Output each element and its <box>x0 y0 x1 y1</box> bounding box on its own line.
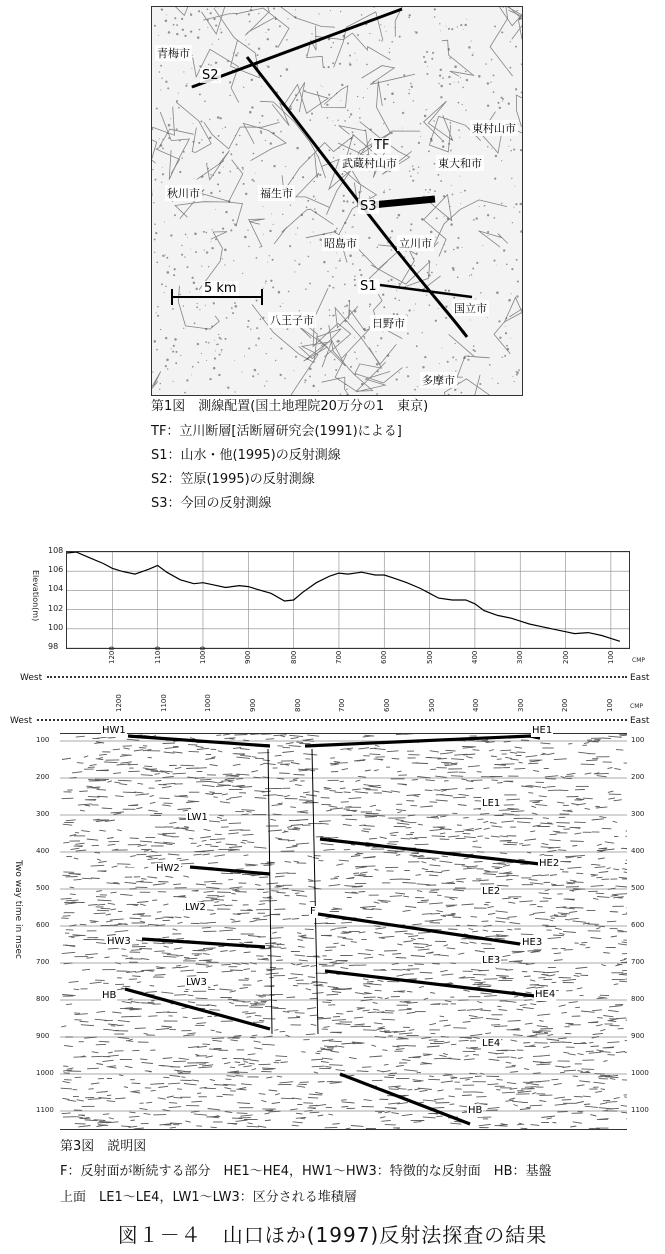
time-tick-label: 300 <box>631 810 645 818</box>
east-label-top: East <box>630 673 650 683</box>
map-city-label: 日野市 <box>372 317 405 330</box>
time-tick-label: 1100 <box>631 1106 649 1114</box>
seismic-x-tick-label: 1000 <box>204 694 213 712</box>
seismic-x-tick-label: 600 <box>382 698 391 712</box>
elevation-x-tick-label: 100 <box>606 650 615 664</box>
elevation-x-tick-label: 200 <box>561 650 570 664</box>
time-tick-label: 500 <box>36 884 50 892</box>
layer-label-lw3: LW3 <box>186 977 207 988</box>
time-tick-label: 1100 <box>36 1106 54 1114</box>
fig3-caption-title: 第3図 説明図 <box>60 1139 147 1154</box>
reflector-he4 <box>325 971 535 996</box>
fault-boundary-left <box>268 749 272 1034</box>
elevation-y-tick-label: 104 <box>48 584 64 594</box>
elevation-y-tick-label: 98 <box>48 642 59 651</box>
reflector-hw2 <box>190 867 270 874</box>
time-tick-label: 700 <box>631 958 645 966</box>
elevation-x-tick-label: 300 <box>516 650 525 664</box>
seismic-x-tick-label: 700 <box>338 698 347 712</box>
west-label-bottom: West <box>10 716 33 726</box>
seismic-cmp-label: CMP <box>630 703 643 710</box>
time-tick-label: 600 <box>631 921 645 929</box>
reflector-hb-left <box>125 989 270 1029</box>
reflector-he2 <box>320 839 540 864</box>
time-tick-label: 200 <box>631 773 645 781</box>
time-tick-label: 600 <box>36 921 50 929</box>
map-city-label: 青梅市 <box>157 47 190 60</box>
seismic-x-tick-label: 300 <box>516 698 525 712</box>
reflector-label-hw3: HW3 <box>107 936 131 947</box>
map-city-label: 立川市 <box>399 237 432 250</box>
layer-label-le3: LE3 <box>482 955 501 966</box>
time-tick-label: 100 <box>36 736 50 744</box>
map-drawing <box>152 7 522 395</box>
reflector-label-he2: HE2 <box>539 858 560 869</box>
elevation-x-tick-label: 500 <box>425 650 434 664</box>
seismic-x-tick-label: 1200 <box>115 694 124 712</box>
map-city-label: 昭島市 <box>324 237 357 250</box>
time-tick-label: 1000 <box>631 1069 649 1077</box>
time-tick-label: 1000 <box>36 1069 54 1077</box>
elevation-y-tick-label: 100 <box>48 622 64 632</box>
elevation-plot <box>67 552 629 648</box>
time-tick-label: 800 <box>36 995 50 1003</box>
map-city-label: 東村山市 <box>472 122 516 135</box>
reflector-label-hw2: HW2 <box>156 863 180 874</box>
elevation-y-tick-label: 106 <box>48 565 64 575</box>
layer-label-le4: LE4 <box>482 1038 501 1049</box>
east-label-bottom: East <box>630 716 650 726</box>
map-label-tf: TF <box>374 138 390 153</box>
fig1-caption-tf: TF：立川断層[活断層研究会(1991)による] <box>151 424 402 439</box>
time-tick-label: 200 <box>36 773 50 781</box>
reflector-label-hw1: HW1 <box>102 725 126 736</box>
elevation-x-tick-label: 1200 <box>108 646 117 664</box>
west-label-top: West <box>20 673 43 683</box>
time-axis-label: Two way time in msec <box>13 860 23 959</box>
map-city-label: 多摩市 <box>422 374 455 387</box>
time-tick-label: 300 <box>36 810 50 818</box>
map-scale-label: 5 km <box>204 281 237 296</box>
layer-label-le1: LE1 <box>482 798 501 809</box>
survey-line-s3 <box>372 199 435 205</box>
map-city-label: 福生市 <box>260 187 293 200</box>
elevation-chart <box>66 551 630 649</box>
elevation-x-tick-label: 1100 <box>153 646 162 664</box>
seismic-x-tick-label: 900 <box>248 698 257 712</box>
seismic-section <box>60 733 627 1130</box>
elevation-x-tick-label: 800 <box>289 650 298 664</box>
time-tick-label: 100 <box>631 736 645 744</box>
time-tick-label: 500 <box>631 884 645 892</box>
basement-label-right: HB <box>468 1105 483 1116</box>
map-city-label: 東大和市 <box>438 157 482 170</box>
fig1-caption-title: 第1図 測線配置(国土地理院20万分の1 東京) <box>151 399 429 414</box>
cmp-scale-top <box>47 676 627 683</box>
elevation-y-tick-label: 108 <box>48 546 64 555</box>
seismic-x-tick-label: 100 <box>606 698 615 712</box>
seismic-x-tick-label: 200 <box>561 698 570 712</box>
map-label-s2: S2 <box>202 68 219 83</box>
map-city-label: 八王子市 <box>270 314 314 327</box>
map-city-label: 武蔵村山市 <box>342 157 397 170</box>
time-tick-label: 900 <box>631 1032 645 1040</box>
fig1-caption-s3: S3：今回の反射測線 <box>151 496 272 511</box>
elevation-x-tick-label: 1000 <box>198 646 207 664</box>
seismic-x-tick-label: 500 <box>427 698 436 712</box>
time-tick-label: 700 <box>36 958 50 966</box>
elevation-axis-label: Elevation(m) <box>31 570 40 622</box>
seismic-x-tick-label: 800 <box>293 698 302 712</box>
reflector-label-he1: HE1 <box>532 725 553 736</box>
seismic-x-tick-label: 400 <box>472 698 481 712</box>
seismic-traces <box>61 734 627 1129</box>
seismic-image <box>60 734 627 1129</box>
survey-line-map <box>151 6 523 396</box>
reflector-label-he4: HE4 <box>535 989 556 1000</box>
fault-zone-label-f: F <box>310 906 316 917</box>
fig3-caption-line1: F：反射面が断続する部分 HE1～HE4，HW1～HW3：特徴的な反射面 HB：基盤 <box>60 1164 552 1179</box>
time-tick-label: 900 <box>36 1032 50 1040</box>
elevation-series-line <box>67 552 620 641</box>
reflector-label-he3: HE3 <box>522 937 543 948</box>
elevation-x-tick-label: 600 <box>380 650 389 664</box>
time-tick-label: 400 <box>36 847 50 855</box>
elevation-x-tick-label: 400 <box>470 650 479 664</box>
fig1-caption-s1: S1：山水・他(1995)の反射測線 <box>151 448 341 463</box>
figure-title: 図１－４ 山口ほか(1997)反射法探査の結果 <box>117 1223 548 1247</box>
elevation-y-tick-label: 102 <box>48 603 64 613</box>
reflector-he3 <box>318 914 520 944</box>
time-tick-label: 400 <box>631 847 645 855</box>
seismic-x-tick-label: 1100 <box>159 694 168 712</box>
elevation-cmp-label: CMP <box>632 657 645 664</box>
fig1-caption-s2: S2：笠原(1995)の反射測線 <box>151 472 315 487</box>
basement-label-left: HB <box>102 990 117 1001</box>
elevation-x-tick-label: 900 <box>244 650 253 664</box>
elevation-x-tick-label: 700 <box>334 650 343 664</box>
map-city-label: 国立市 <box>454 302 487 315</box>
layer-label-le2: LE2 <box>482 886 501 897</box>
map-label-s3: S3 <box>360 199 377 214</box>
layer-label-lw2: LW2 <box>185 902 206 913</box>
map-city-label: 秋川市 <box>167 187 200 200</box>
layer-label-lw1: LW1 <box>187 812 208 823</box>
map-label-s1: S1 <box>360 279 377 294</box>
fig3-caption-line2: 上面 LE1～LE4，LW1～LW3：区分される堆積層 <box>60 1190 357 1205</box>
time-tick-label: 800 <box>631 995 645 1003</box>
